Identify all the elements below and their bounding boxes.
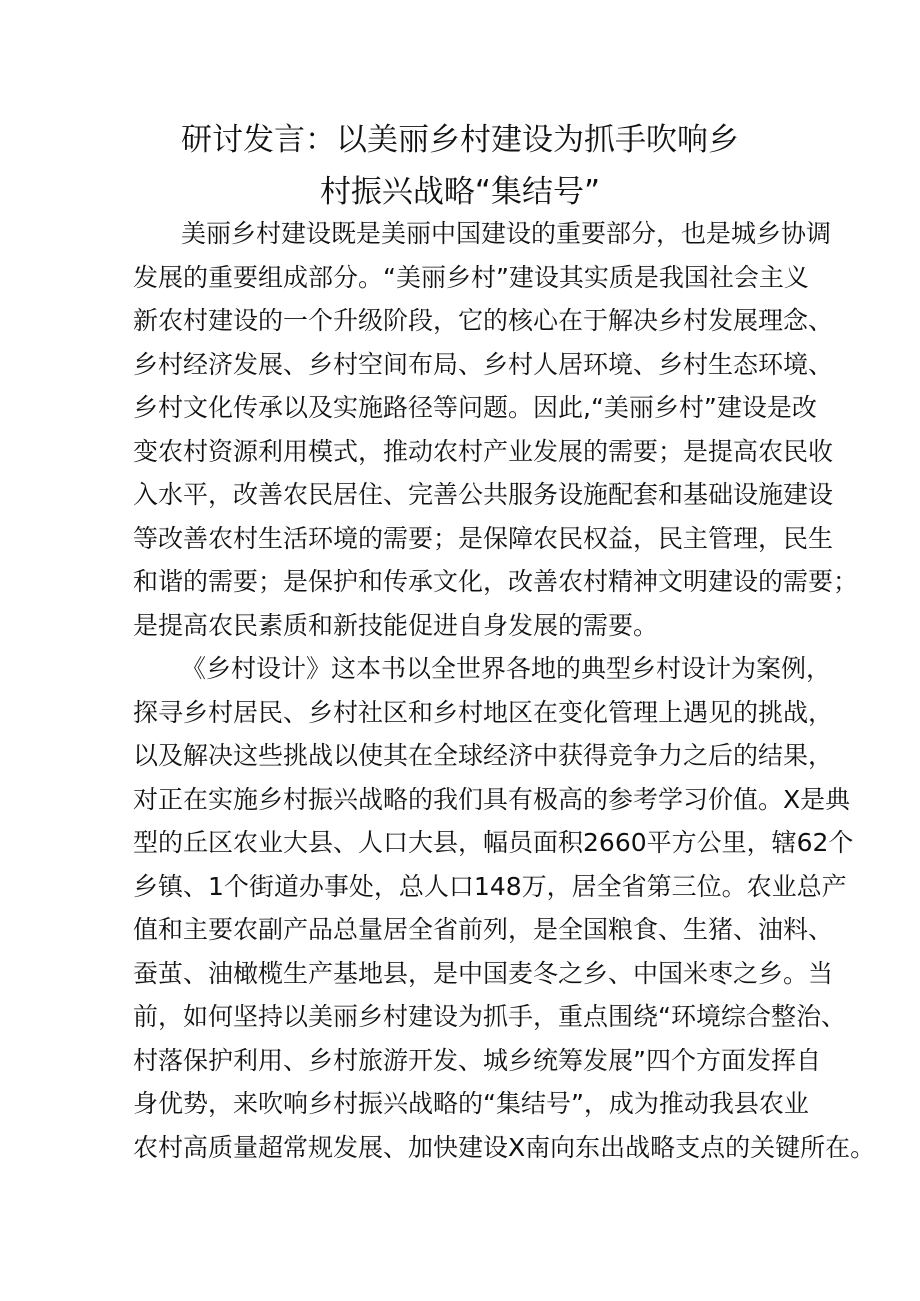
document-title	[120, 114, 800, 218]
title-line-2: 村振兴战略“集结号”	[319, 174, 601, 210]
paragraph-2	[133, 647, 876, 1169]
text-line: 前，如何坚持以美丽乡村建设为抓手，重点围绕“环境综合整治、	[133, 1002, 846, 1031]
title-line-1: 研讨发言：以美丽乡村建设为抓手吹响乡	[181, 122, 739, 158]
text-line: 是提高农民素质和新技能促进自身发展的需要。	[133, 610, 659, 640]
text-line: 乡镇、1个街道办事处，总人口148万，居全省第三位。农业总产	[133, 871, 847, 901]
paragraph-1	[133, 212, 859, 647]
text-line: 变农村资源利用模式，推动农村产业发展的需要；是提高农民收	[133, 436, 834, 466]
text-line: 入水平，改善农民居住、完善公共服务设施配套和基础设施建设	[133, 480, 834, 509]
text-line: 值和主要农副产品总量居全省前列，是全国粮食、生猪、油料、	[133, 915, 834, 944]
text-line: 农村高质量超常规发展、加快建设X南向东出战略支点的关键所在。	[133, 1132, 876, 1162]
text-line: 新农村建设的一个升级阶段，它的核心在于解决乡村发展理念、	[133, 306, 834, 335]
text-line: 美丽乡村建设既是美丽中国建设的重要部分，也是城乡协调	[181, 219, 832, 248]
text-line: 乡村文化传承以及实施路径等问题。因此,“美丽乡村”建设是改	[133, 393, 817, 422]
text-line: 村落保护利用、乡村旅游开发、城乡统筹发展”四个方面发挥自	[133, 1045, 821, 1075]
text-line: 蚕茧、油橄榄生产基地县，是中国麦冬之乡、中国米枣之乡。当	[133, 958, 834, 988]
text-line: 《乡村设计》这本书以全世界各地的典型乡村设计为案例，	[181, 654, 832, 683]
text-line: 乡村经济发展、乡村空间布局、乡村人居环境、乡村生态环境、	[133, 349, 834, 379]
text-line: 以及解决这些挑战以使其在全球经济中获得竞争力之后的结果，	[133, 741, 834, 770]
text-line: 等改善农村生活环境的需要；是保障农民权益，民主管理，民生	[133, 523, 834, 553]
text-line: 发展的重要组成部分。“美丽乡村”建设其实质是我国社会主义	[133, 262, 809, 292]
text-line: 对正在实施乡村振兴战略的我们具有极高的参考学习价值。X是典	[133, 784, 851, 814]
text-line: 和谐的需要；是保护和传承文化，改善农村精神文明建设的需要；	[133, 567, 859, 596]
document-body	[133, 212, 876, 1169]
text-line: 型的丘区农业大县、人口大县，幅员面积2660平方公里，辖62个	[133, 828, 854, 857]
text-line: 身优势，来吹响乡村振兴战略的“集结号”，成为推动我县农业	[133, 1089, 809, 1118]
text-line: 探寻乡村居民、乡村社区和乡村地区在变化管理上遇见的挑战，	[133, 697, 834, 727]
